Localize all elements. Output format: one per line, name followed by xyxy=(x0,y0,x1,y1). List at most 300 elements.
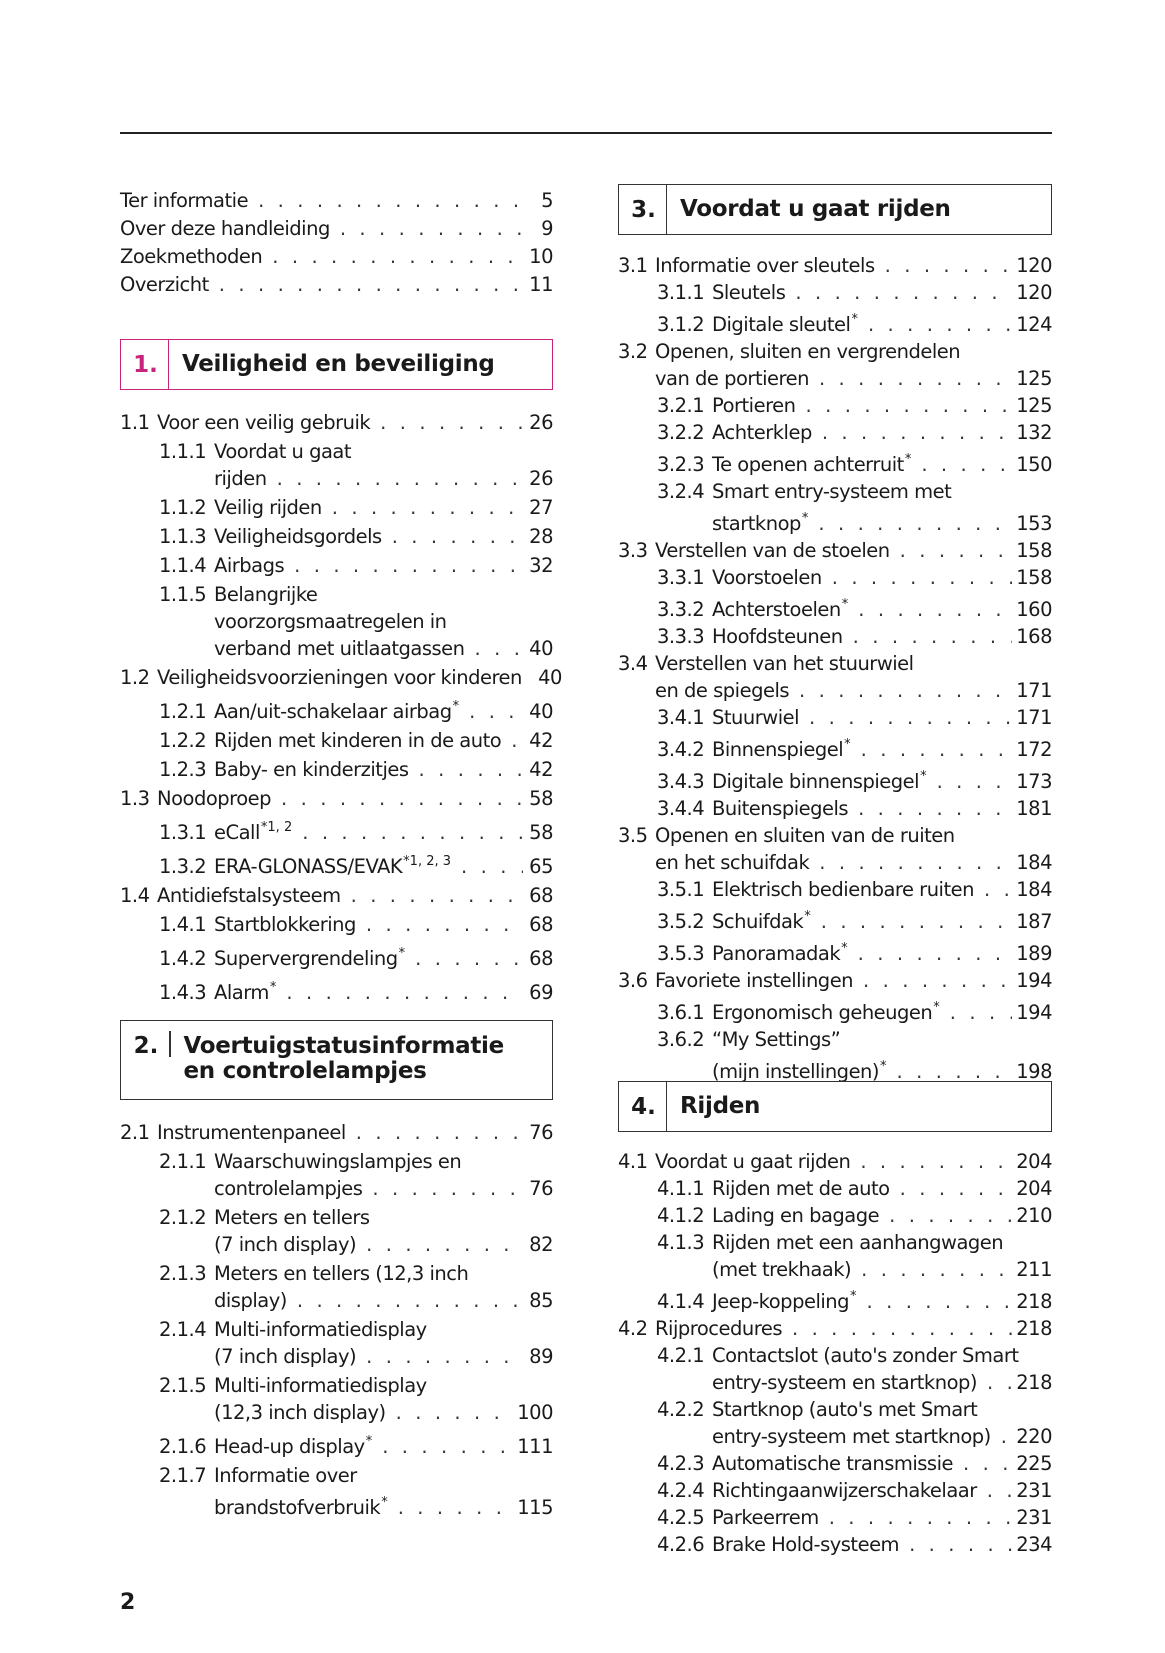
entry-title: Lading en bagage xyxy=(712,1204,880,1227)
toc-entry[interactable] xyxy=(120,439,553,492)
toc-entry[interactable] xyxy=(618,1316,1052,1342)
toc-entry[interactable] xyxy=(120,272,553,298)
entry-number: 4.1.2 xyxy=(657,1204,705,1227)
entry-number: 3.5.1 xyxy=(657,878,705,901)
toc-entry[interactable] xyxy=(618,1343,1052,1396)
entry-title: Smart entry-systeem met xyxy=(712,480,952,503)
entry-title-cont: entry-systeem met startknop) xyxy=(712,1425,991,1448)
entry-page: 220 xyxy=(1016,1425,1052,1448)
entry-number: 3.1.2 xyxy=(657,313,705,336)
entry-number: 1.1.5 xyxy=(159,583,207,606)
entry-title: Verstellen van het stuurwiel xyxy=(655,652,914,675)
entry-title-cont: brandstofverbruik* xyxy=(214,1495,388,1519)
toc-entry[interactable] xyxy=(120,1120,553,1146)
entry-page: 5 xyxy=(541,189,553,212)
entry-title: Achterstoelen* xyxy=(712,597,849,621)
toc-entry[interactable] xyxy=(120,553,553,579)
entry-number: 2.1.6 xyxy=(159,1435,207,1458)
entry-number: 2.1.3 xyxy=(159,1262,207,1285)
availability-mark: * xyxy=(904,452,912,467)
toc-entry[interactable] xyxy=(120,410,553,436)
entry-title: Veiligheidsvoorzieningen voor kinderen xyxy=(157,666,522,689)
entry-page: 218 xyxy=(1016,1371,1052,1394)
entry-title-cont: (7 inch display) xyxy=(214,1345,357,1368)
entry-title-cont: voorzorgsmaatregelen in xyxy=(214,610,447,633)
entry-page: 231 xyxy=(1016,1479,1052,1502)
entry-page: 125 xyxy=(1016,394,1052,417)
entry-number: 3.5.2 xyxy=(657,910,705,933)
toc-entry[interactable] xyxy=(618,651,1052,704)
section-4-header[interactable] xyxy=(618,1081,1052,1132)
section-3-header[interactable] xyxy=(618,184,1052,235)
toc-entry[interactable] xyxy=(120,694,553,725)
entry-title: Schuifdak* xyxy=(712,909,811,933)
toc-entry[interactable] xyxy=(120,1261,553,1314)
entry-title: Favoriete instellingen xyxy=(655,969,854,992)
entry-number: 1.1 xyxy=(120,411,150,434)
toc-entry[interactable] xyxy=(618,1230,1052,1283)
entry-title-cont: controlelampjes xyxy=(214,1177,363,1200)
toc-entry[interactable] xyxy=(120,1149,553,1202)
section-number: 1. xyxy=(121,340,169,389)
entry-number: 4.2.4 xyxy=(657,1479,705,1502)
availability-mark: * xyxy=(844,737,851,752)
entry-page: 218 xyxy=(1016,1290,1052,1313)
entry-page: 82 xyxy=(529,1233,553,1256)
toc-entry[interactable] xyxy=(618,1451,1052,1477)
entry-title: Noodoproep xyxy=(157,787,272,810)
entry-title: Veilig rijden xyxy=(214,496,322,519)
entry-number: 3.4 xyxy=(618,652,648,675)
entry-page: 85 xyxy=(529,1289,553,1312)
availability-mark: * xyxy=(381,1495,388,1510)
entry-title: Supervergrendeling* xyxy=(214,946,406,970)
toc-entry[interactable] xyxy=(120,495,553,521)
entry-title: Multi-informatiedisplay xyxy=(214,1318,427,1341)
toc-entry[interactable] xyxy=(618,904,1052,935)
entry-number: 2.1.1 xyxy=(159,1150,207,1173)
entry-number: 3.2.1 xyxy=(657,394,705,417)
entry-title: Instrumentenpaneel xyxy=(157,1121,346,1144)
availability-mark: *1, 2 xyxy=(260,820,293,835)
toc-entry[interactable] xyxy=(120,524,553,550)
entry-number: 3.2.4 xyxy=(657,480,705,503)
toc-entry[interactable] xyxy=(618,796,1052,822)
section-3-list xyxy=(618,253,1052,1085)
entry-title: Airbags xyxy=(214,554,285,577)
toc-entry[interactable] xyxy=(618,1176,1052,1202)
entry-page: 120 xyxy=(1016,281,1052,304)
entry-title-cont: en de spiegels xyxy=(655,679,790,702)
toc-entry[interactable] xyxy=(618,565,1052,591)
entry-number: 1.4.2 xyxy=(159,947,207,970)
availability-mark: * xyxy=(269,980,277,995)
entry-page: 211 xyxy=(1016,1258,1052,1281)
toc-entry[interactable] xyxy=(120,1205,553,1258)
availability-mark: * xyxy=(804,909,811,924)
availability-mark: * xyxy=(920,769,927,784)
entry-number: 3.4.4 xyxy=(657,797,705,820)
entry-title: Panoramadak* xyxy=(712,941,848,965)
entry-title: Informatie over sleutels xyxy=(655,254,875,277)
section-1-header[interactable] xyxy=(120,339,553,390)
availability-mark: * xyxy=(841,597,849,612)
entry-number: 1.2.3 xyxy=(159,758,207,781)
section-number: 4. xyxy=(619,1082,667,1131)
toc-entry[interactable] xyxy=(618,1532,1052,1558)
entry-page: 115 xyxy=(517,1496,553,1519)
toc-entry[interactable] xyxy=(120,244,553,270)
toc-entry[interactable] xyxy=(618,339,1052,392)
entry-number: 4.2 xyxy=(618,1317,648,1340)
entry-number: 1.1.2 xyxy=(159,496,207,519)
entry-page: 100 xyxy=(517,1401,553,1424)
entry-number: 1.3.2 xyxy=(159,855,207,878)
entry-page: 89 xyxy=(529,1345,553,1368)
entry-page: 26 xyxy=(529,411,553,434)
entry-page: 189 xyxy=(1016,942,1052,965)
toc-entry[interactable] xyxy=(120,1429,553,1460)
availability-mark: * xyxy=(452,699,460,714)
availability-mark: * xyxy=(850,1289,857,1304)
entry-title: Voorstoelen xyxy=(712,566,822,589)
entry-number: 3.6.2 xyxy=(657,1028,705,1051)
entry-title-cont: rijden xyxy=(214,467,267,490)
entry-page: 204 xyxy=(1016,1150,1052,1173)
toc-entry[interactable] xyxy=(120,786,553,812)
entry-page: 125 xyxy=(1016,367,1052,390)
entry-number: 3.2 xyxy=(618,340,648,363)
entry-title: Overzicht xyxy=(120,273,209,296)
entry-title: Startknop (auto's met Smart xyxy=(712,1398,978,1421)
entry-number: 3.2.3 xyxy=(657,453,705,476)
entry-title: Informatie over xyxy=(214,1464,357,1487)
section-title: Voertuigstatusinformatie en controlelampjes xyxy=(183,1033,504,1084)
entry-number: 2.1.5 xyxy=(159,1374,207,1397)
entry-title: Rijden met de auto xyxy=(712,1177,890,1200)
entry-number: 4.2.5 xyxy=(657,1506,705,1529)
section-2-header[interactable] xyxy=(120,1020,553,1100)
entry-page: 172 xyxy=(1016,738,1052,761)
page-number: 2 xyxy=(120,1590,136,1615)
entry-page: 40 xyxy=(538,666,562,689)
entry-page: 26 xyxy=(529,467,553,490)
entry-page: 210 xyxy=(1016,1204,1052,1227)
availability-mark: * xyxy=(801,511,809,526)
entry-page: 150 xyxy=(1016,453,1052,476)
entry-page: 27 xyxy=(529,496,553,519)
entry-page: 68 xyxy=(529,884,553,907)
entry-title: Meters en tellers (12,3 inch xyxy=(214,1262,469,1285)
toc-entry[interactable] xyxy=(618,877,1052,903)
entry-page: 132 xyxy=(1016,421,1052,444)
section-1-list xyxy=(120,410,562,1006)
entry-number: 3.4.2 xyxy=(657,738,705,761)
entry-page: 168 xyxy=(1016,625,1052,648)
section-title: Veiligheid en beveiliging xyxy=(182,351,495,377)
entry-page: 198 xyxy=(1016,1060,1052,1083)
entry-title: Binnenspiegel* xyxy=(712,737,851,761)
toc-entry[interactable] xyxy=(618,764,1052,795)
entry-title: Aan/uit-schakelaar airbag* xyxy=(214,699,460,723)
entry-number: 1.2 xyxy=(120,666,150,689)
toc-entry[interactable] xyxy=(618,538,1052,564)
entry-number: 3.1.1 xyxy=(657,281,705,304)
entry-page: 184 xyxy=(1016,851,1052,874)
entry-title-cont: (mijn instellingen)* xyxy=(712,1059,887,1083)
entry-number: 3.3.2 xyxy=(657,598,705,621)
entry-number: 1.2.1 xyxy=(159,700,207,723)
toc-entry[interactable] xyxy=(120,665,562,691)
entry-number: 2.1.2 xyxy=(159,1206,207,1229)
entry-title: Jeep-koppeling* xyxy=(712,1289,857,1313)
entry-number: 1.3 xyxy=(120,787,150,810)
entry-number: 1.4.3 xyxy=(159,981,207,1004)
entry-title: Ter informatie xyxy=(120,189,249,212)
entry-title-cont: en het schuifdak xyxy=(655,851,810,874)
entry-title-cont: (met trekhaak) xyxy=(712,1258,852,1281)
entry-number: 4.2.3 xyxy=(657,1452,705,1475)
toc-entry[interactable] xyxy=(618,1284,1052,1315)
entry-number: 3.1 xyxy=(618,254,648,277)
intro-list xyxy=(120,188,553,298)
availability-mark: *1, 2, 3 xyxy=(403,854,452,869)
entry-title: Belangrijke xyxy=(214,583,318,606)
entry-title: Veiligheidsgordels xyxy=(214,525,382,548)
entry-page: 10 xyxy=(529,245,553,268)
toc-entry[interactable] xyxy=(120,849,553,880)
entry-title: Verstellen van de stoelen xyxy=(655,539,890,562)
toc-entry[interactable] xyxy=(120,815,553,846)
entry-title-cont: verband met uitlaatgassen xyxy=(214,637,465,660)
entry-number: 3.3 xyxy=(618,539,648,562)
header-rule xyxy=(120,132,1052,134)
entry-title: Brake Hold-systeem xyxy=(712,1533,900,1556)
toc-entry[interactable] xyxy=(618,936,1052,967)
entry-title: Ergonomisch geheugen* xyxy=(712,1000,940,1024)
entry-number: 1.4 xyxy=(120,884,150,907)
availability-mark: * xyxy=(398,946,406,961)
entry-number: 1.3.1 xyxy=(159,821,207,844)
entry-title: Head-up display* xyxy=(214,1434,373,1458)
toc-entry[interactable] xyxy=(618,1149,1052,1175)
entry-title: Alarm* xyxy=(214,980,277,1004)
entry-number: 3.4.3 xyxy=(657,770,705,793)
entry-title: Baby- en kinderzitjes xyxy=(214,758,409,781)
entry-page: 153 xyxy=(1016,512,1052,535)
entry-title: Rijprocedures xyxy=(655,1317,782,1340)
entry-title: Portieren xyxy=(712,394,796,417)
entry-number: 3.4.1 xyxy=(657,706,705,729)
entry-title: Contactslot (auto's zonder Smart xyxy=(712,1344,1019,1367)
availability-mark: * xyxy=(933,1000,940,1015)
entry-number: 4.1.1 xyxy=(657,1177,705,1200)
entry-title: Over deze handleiding xyxy=(120,217,330,240)
entry-number: 2.1 xyxy=(120,1121,150,1144)
toc-entry[interactable] xyxy=(120,883,553,909)
availability-mark: * xyxy=(841,941,848,956)
section-title: Voordat u gaat rijden xyxy=(680,196,951,222)
entry-title: Voor een veilig gebruik xyxy=(157,411,371,434)
entry-title: Openen, sluiten en vergrendelen xyxy=(655,340,961,363)
toc-entry[interactable] xyxy=(618,307,1052,338)
entry-page: 40 xyxy=(529,637,553,660)
entry-page: 42 xyxy=(529,729,553,752)
entry-page: 9 xyxy=(541,217,553,240)
entry-number: 3.3.1 xyxy=(657,566,705,589)
entry-number: 1.1.4 xyxy=(159,554,207,577)
toc-entry[interactable] xyxy=(120,941,553,972)
entry-page: 173 xyxy=(1016,770,1052,793)
entry-number: 1.1.1 xyxy=(159,440,207,463)
entry-number: 3.5 xyxy=(618,824,648,847)
toc-entry[interactable] xyxy=(618,1478,1052,1504)
entry-title-cont: display) xyxy=(214,1289,287,1312)
toc-entry[interactable] xyxy=(120,188,553,214)
entry-number: 3.2.2 xyxy=(657,421,705,444)
section-number: 2. xyxy=(133,1033,159,1059)
toc-entry[interactable] xyxy=(618,732,1052,763)
entry-title: “My Settings” xyxy=(712,1028,841,1051)
toc-entry[interactable] xyxy=(618,479,1052,537)
entry-title: Sleutels xyxy=(712,281,786,304)
entry-number: 2.1.4 xyxy=(159,1318,207,1341)
entry-title: Openen en sluiten van de ruiten xyxy=(655,824,955,847)
entry-title: Rijden met een aanhangwagen xyxy=(712,1231,1004,1254)
entry-title: ERA-GLONASS/EVAK$^{*1, 2, 3}$ xyxy=(214,854,452,878)
entry-title: Stuurwiel xyxy=(712,706,800,729)
entry-page: 58 xyxy=(529,821,553,844)
entry-page: 225 xyxy=(1016,1452,1052,1475)
entry-page: 184 xyxy=(1016,878,1052,901)
entry-number: 1.4.1 xyxy=(159,913,207,936)
entry-number: 4.1 xyxy=(618,1150,648,1173)
entry-title: Voordat u gaat xyxy=(214,440,352,463)
entry-page: 187 xyxy=(1016,910,1052,933)
toc-entry[interactable] xyxy=(618,420,1052,446)
entry-page: 68 xyxy=(529,947,553,970)
entry-title: Richtingaanwijzerschakelaar xyxy=(712,1479,977,1502)
entry-page: 69 xyxy=(529,981,553,1004)
entry-number: 3.5.3 xyxy=(657,942,705,965)
toc-entry[interactable] xyxy=(618,705,1052,731)
entry-page: 76 xyxy=(529,1177,553,1200)
entry-number: 4.2.6 xyxy=(657,1533,705,1556)
toc-entry[interactable] xyxy=(120,912,553,938)
entry-page: 204 xyxy=(1016,1177,1052,1200)
entry-number: 4.2.2 xyxy=(657,1398,705,1421)
toc-entry[interactable] xyxy=(618,393,1052,419)
entry-title: Multi-informatiedisplay xyxy=(214,1374,427,1397)
toc-entry[interactable] xyxy=(618,1027,1052,1085)
toc-entry[interactable] xyxy=(618,624,1052,650)
availability-mark: * xyxy=(365,1434,373,1449)
entry-page: 158 xyxy=(1016,566,1052,589)
toc-left-column xyxy=(120,188,553,298)
section-title: Rijden xyxy=(680,1093,761,1119)
toc-entry[interactable] xyxy=(618,447,1052,478)
toc-entry[interactable] xyxy=(120,975,553,1006)
section-number: 3. xyxy=(619,185,667,234)
entry-page: 11 xyxy=(529,273,553,296)
entry-number: 3.6.1 xyxy=(657,1001,705,1024)
entry-title-cont: (12,3 inch display) xyxy=(214,1401,386,1424)
entry-title: Elektrisch bedienbare ruiten xyxy=(712,878,974,901)
availability-mark: * xyxy=(851,312,858,327)
entry-title-cont: entry-systeem en startknop) xyxy=(712,1371,977,1394)
entry-title: Startblokkering xyxy=(214,913,356,936)
entry-number: 1.1.3 xyxy=(159,525,207,548)
entry-page: 65 xyxy=(529,855,553,878)
toc-entry[interactable] xyxy=(618,995,1052,1026)
toc-entry[interactable] xyxy=(618,280,1052,306)
section-4-list xyxy=(618,1149,1052,1558)
entry-number: 2.1.7 xyxy=(159,1464,207,1487)
entry-title: Voordat u gaat rijden xyxy=(655,1150,851,1173)
entry-number: 1.2.2 xyxy=(159,729,207,752)
entry-page: 234 xyxy=(1016,1533,1052,1556)
entry-title: Antidiefstalsysteem xyxy=(157,884,341,907)
entry-page: 28 xyxy=(529,525,553,548)
toc-entry[interactable] xyxy=(120,1463,553,1521)
entry-page: 181 xyxy=(1016,797,1052,820)
entry-page: 58 xyxy=(529,787,553,810)
availability-mark: * xyxy=(880,1059,887,1074)
toc-entry[interactable] xyxy=(618,1203,1052,1229)
entry-number: 3.3.3 xyxy=(657,625,705,648)
entry-title-cont: van de portieren xyxy=(655,367,809,390)
toc-entry[interactable] xyxy=(618,1505,1052,1531)
entry-page: 68 xyxy=(529,913,553,936)
toc-entry[interactable] xyxy=(120,1373,553,1426)
entry-title: Zoekmethoden xyxy=(120,245,263,268)
entry-page: 231 xyxy=(1016,1506,1052,1529)
toc-entry[interactable] xyxy=(618,1397,1052,1450)
entry-title: eCall$^{*1, 2}$ xyxy=(214,820,293,844)
toc-entry[interactable] xyxy=(120,582,553,662)
entry-title: Waarschuwingslampjes en xyxy=(214,1150,462,1173)
entry-title: Rijden met kinderen in de auto xyxy=(214,729,502,752)
entry-title-cont: (7 inch display) xyxy=(214,1233,357,1256)
toc-entry[interactable] xyxy=(120,1317,553,1370)
toc-entry[interactable] xyxy=(618,823,1052,876)
entry-page: 76 xyxy=(529,1121,553,1144)
toc-entry[interactable] xyxy=(618,592,1052,623)
toc-entry[interactable] xyxy=(618,968,1052,994)
entry-title-cont: startknop* xyxy=(712,511,809,535)
entry-page: 160 xyxy=(1016,598,1052,621)
entry-number: 4.1.3 xyxy=(657,1231,705,1254)
entry-page: 171 xyxy=(1016,706,1052,729)
toc-entry[interactable] xyxy=(120,216,553,242)
toc-entry[interactable] xyxy=(120,757,553,783)
entry-page: 42 xyxy=(529,758,553,781)
entry-page: 171 xyxy=(1016,679,1052,702)
entry-page: 124 xyxy=(1016,313,1052,336)
entry-page: 120 xyxy=(1016,254,1052,277)
entry-page: 111 xyxy=(517,1435,553,1458)
entry-title: Digitale sleutel* xyxy=(712,312,858,336)
entry-title: Hoofdsteunen xyxy=(712,625,843,648)
entry-number: 3.6 xyxy=(618,969,648,992)
entry-title: Buitenspiegels xyxy=(712,797,849,820)
entry-title: Achterklep xyxy=(712,421,812,444)
entry-title: Meters en tellers xyxy=(214,1206,370,1229)
toc-entry[interactable] xyxy=(120,728,553,754)
entry-page: 40 xyxy=(529,700,553,723)
entry-page: 158 xyxy=(1016,539,1052,562)
toc-entry[interactable] xyxy=(618,253,1052,279)
